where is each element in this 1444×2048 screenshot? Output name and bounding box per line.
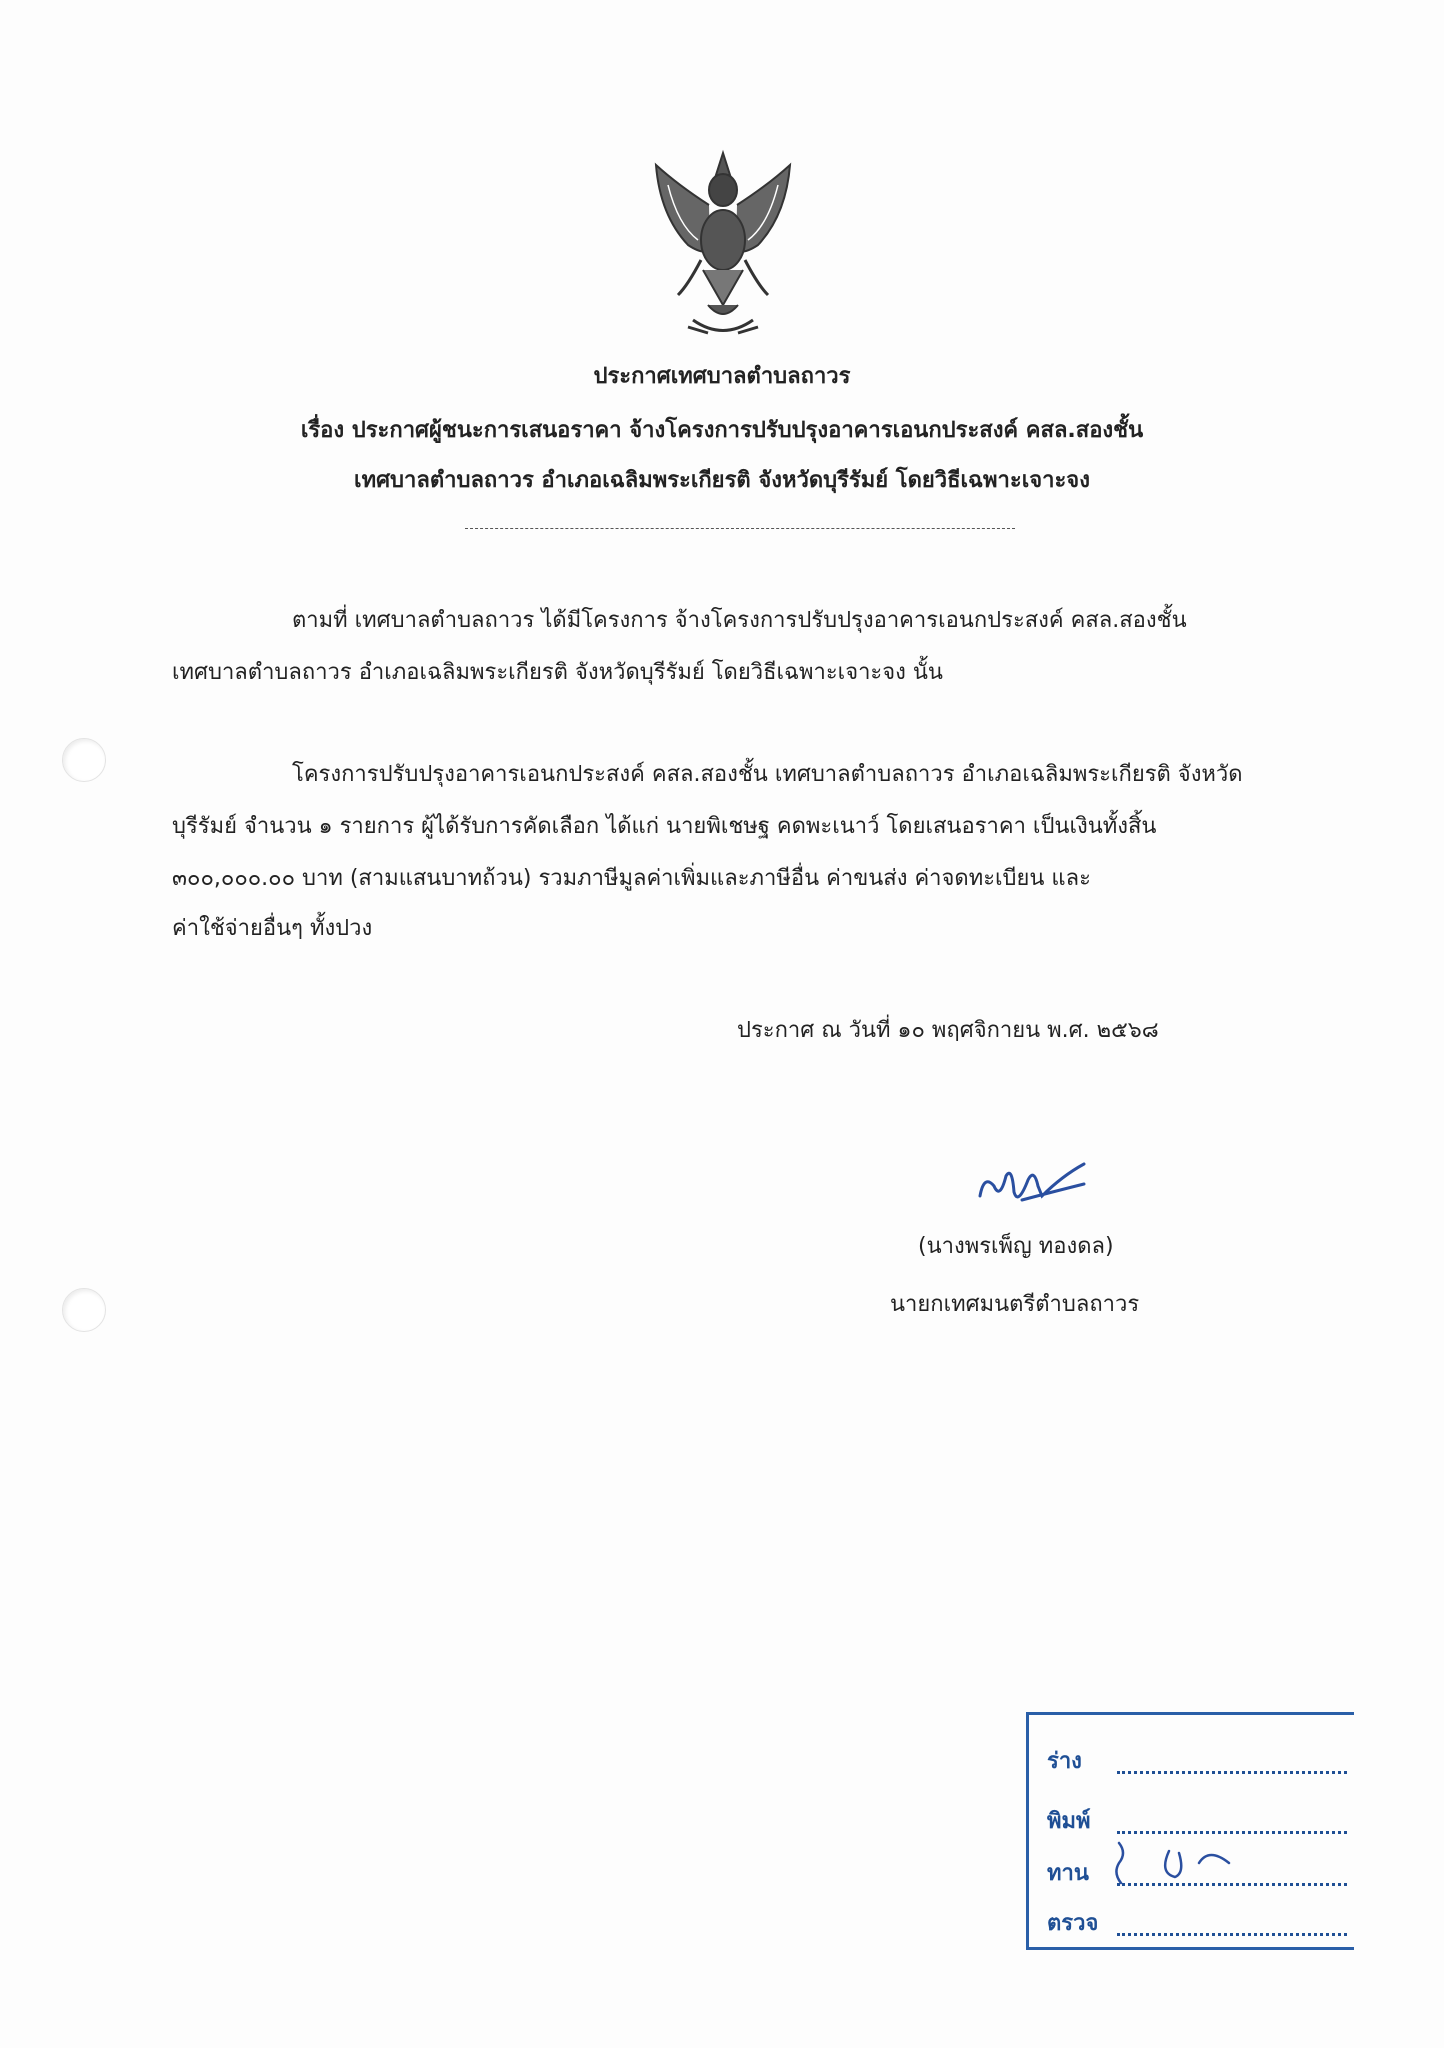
para2-line-2: บุรีรัมย์ จำนวน ๑ รายการ ผู้ได้รับการคัดเลือก ได้แก่ นายพิเชษฐ คดพะเนาว์ โดยเสนอราคา เป็นเงินทั้งสิ้น [172,814,1157,839]
header-divider [465,528,1015,529]
announcement-org-title: ประกาศเทศบาลตำบลถาวร [593,364,851,389]
punch-hole-top [62,738,106,782]
para1-line-1: ตามที่ เทศบาลตำบลถาวร ได้มีโครงการ จ้างโครงการปรับปรุงอาคารเอนกประสงค์ คสล.สองชั้น [292,608,1187,633]
signature-icon [972,1156,1092,1216]
stamp-verified-line [1117,1933,1347,1936]
office-routing-stamp [1026,1712,1354,1950]
garuda-emblem-icon [648,145,798,341]
para1-line-2: เทศบาลตำบลถาวร อำเภอเฉลิมพระเกียรติ จังหวัดบุรีรัมย์ โดยวิธีเฉพาะเจาะจง นั้น [172,660,943,685]
announcement-date: ประกาศ ณ วันที่ ๑๐ พฤศจิกายน พ.ศ. ๒๕๖๘ [737,1018,1159,1043]
para2-line-4: ค่าใช้จ่ายอื่นๆ ทั้งปวง [172,916,373,941]
announcement-subject-line-1: เรื่อง ประกาศผู้ชนะการเสนอราคา จ้างโครงการปรับปรุงอาคารเอนกประสงค์ คสล.สองชั้น [300,418,1144,443]
stamp-draft-label: ร่าง [1047,1749,1082,1774]
signatory-name: (นางพรเพ็ญ ทองดล) [918,1234,1114,1259]
announcement-subject-line-2: เทศบาลตำบลถาวร อำเภอเฉลิมพระเกียรติ จังหวัดบุรีรัมย์ โดยวิธีเฉพาะเจาะจง [354,468,1090,493]
punch-hole-bottom [62,1288,106,1332]
stamp-checked-label: ทาน [1047,1861,1089,1886]
para2-line-1: โครงการปรับปรุงอาคารเอนกประสงค์ คสล.สองชั้น เทศบาลตำบลถาวร อำเภอเฉลิมพระเกียรติ จังหวัด [292,762,1243,787]
stamp-draft-line [1117,1771,1347,1774]
para2-line-3: ๓๐๐,๐๐๐.๐๐ บาท (สามแสนบาทถ้วน) รวมภาษีมูลค่าเพิ่มและภาษีอื่น ค่าขนส่ง ค่าจดทะเบียน และ [172,866,1091,891]
signatory-position: นายกเทศมนตรีตำบลถาวร [890,1292,1140,1317]
stamp-verified-label: ตรวจ [1047,1911,1099,1936]
stamp-initials-icon [1109,1833,1259,1893]
stamp-typed-label: พิมพ์ [1047,1809,1091,1834]
